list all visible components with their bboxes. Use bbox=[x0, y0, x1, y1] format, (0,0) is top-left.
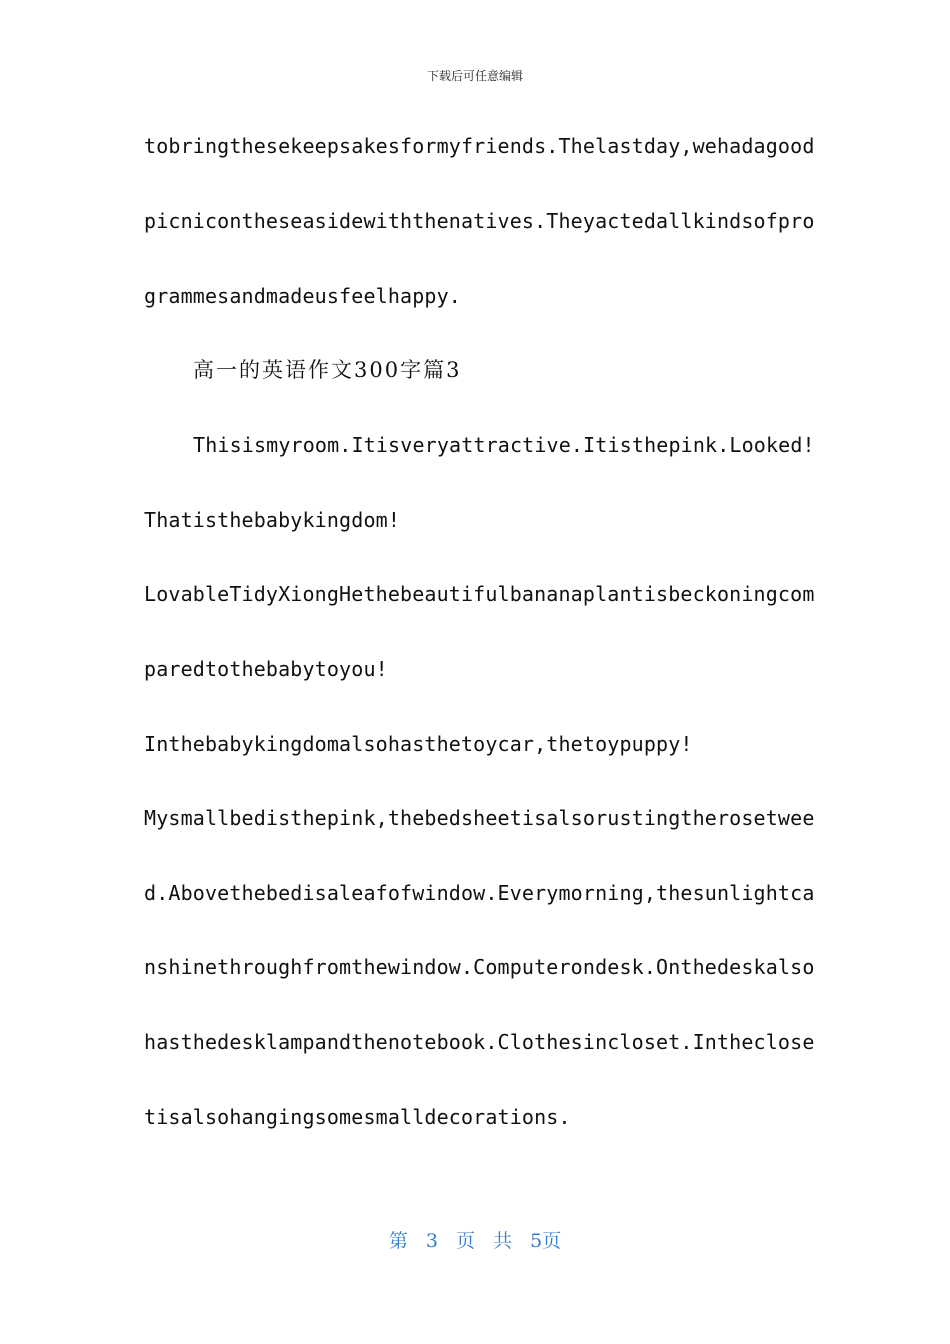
paragraph-line: Inthebabykingdomalsohasthetoycar,thetoypuppy! bbox=[144, 732, 693, 756]
paragraph-line: grammesandmadeusfeelhappy. bbox=[144, 284, 461, 308]
paragraph-line: Thatisthebabykingdom! bbox=[144, 508, 401, 532]
paragraph-line: tobringthesekeepsakesformyfriends.Thelastday,wehadagood bbox=[144, 134, 815, 158]
paragraph-line: Thisismyroom.Itisveryattractive.Itisthepink.Looked! bbox=[193, 433, 815, 457]
paragraph-line: d.Abovethebedisaleafofwindow.Everymorning,thesunlightca bbox=[144, 881, 815, 905]
paragraph-line: tisalsohangingsomesmalldecorations. bbox=[144, 1105, 571, 1129]
section-heading: 高一的英语作文300字篇3 bbox=[193, 358, 462, 382]
page-header: 下载后可任意编辑 bbox=[426, 69, 523, 83]
paragraph-line: paredtothebabytoyou! bbox=[144, 657, 388, 681]
paragraph-line: hasthedesklampandthenotebook.Clothesincloset.Intheclose bbox=[144, 1030, 815, 1054]
page-number-footer: 第 3 页 共 5页 bbox=[388, 1230, 562, 1252]
paragraph-line: LovableTidyXiongHethebeautifulbananaplantisbeckoningcom bbox=[144, 582, 815, 606]
paragraph-line: Mysmallbedisthepink,thebedsheetisalsorustingtherosetwee bbox=[144, 806, 815, 830]
paragraph-line: picnicontheseasidewiththenatives.Theyactedallkindsofpro bbox=[144, 209, 815, 233]
paragraph-line: nshinethroughfromthewindow.Computerondesk.Onthedeskalso bbox=[144, 955, 815, 979]
